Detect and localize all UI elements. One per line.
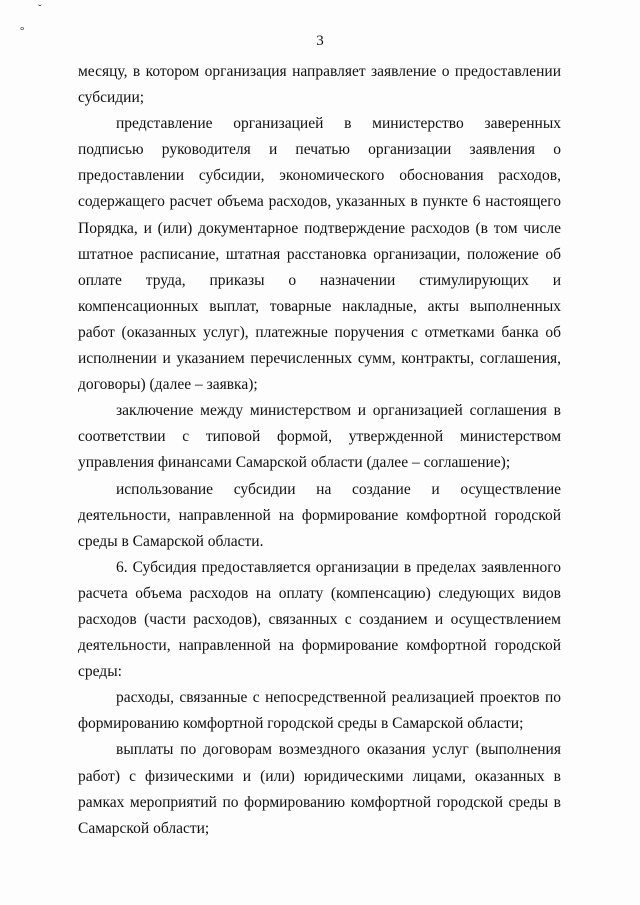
scan-mark: ˇ bbox=[38, 3, 42, 15]
paragraph: выплаты по договорам возмездного оказания услуг (выполнения работ) с физическими и (или) юридическими лицами, оказанных в рамках мероприятий по формированию комфортной городской среды в Самарской области; bbox=[78, 741, 561, 837]
paragraph: представление организацией в министерство заверенных подписью руководителя и печатью организации заявления о предоставлении субсидии, экономического обоснования расходов, содержащего расчет объема расходов, указанных в пункте 6 настоящего Порядка, и (или) документарное подтверждение расходов (в том числе штатное расписание, штатная расстановка организации, положение об оплате труда, приказы о назначении стимулирующих и компенсационных выплат, товарные накладные, акты выполненных работ (оказанных услуг), платежные поручения с отметками банка об исполнении и указанием перечисленных сумм, контракты, соглашения, договоры) (далее – заявка); bbox=[78, 115, 561, 394]
paragraph: 6. Субсидия предоставляется организации в пределах заявленного расчета объема расходов на оплату (компенсацию) следующих видов расходов (части расходов), связанных с созданием и осуществлением деятельности, направленной на формирование комфортной городской среды: bbox=[78, 558, 561, 681]
paragraph: месяцу, в котором организация направляет заявление о предоставлении субсидии; bbox=[78, 63, 561, 107]
paragraph: расходы, связанные с непосредственной реализацией проектов по формированию комфортной городской среды в Самарской области; bbox=[78, 689, 561, 733]
page-number: 3 bbox=[316, 33, 324, 49]
document-body bbox=[78, 59, 561, 842]
paragraph: заключение между министерством и организацией соглашения в соответствии с типовой формой, утвержденной министерством управления финансами Самарской области (далее – соглашение); bbox=[78, 402, 561, 472]
scan-mark: ° bbox=[20, 25, 25, 37]
paragraph: использование субсидии на создание и осуществление деятельности, направленной на формирование комфортной городской среды в Самарской области. bbox=[78, 480, 561, 550]
